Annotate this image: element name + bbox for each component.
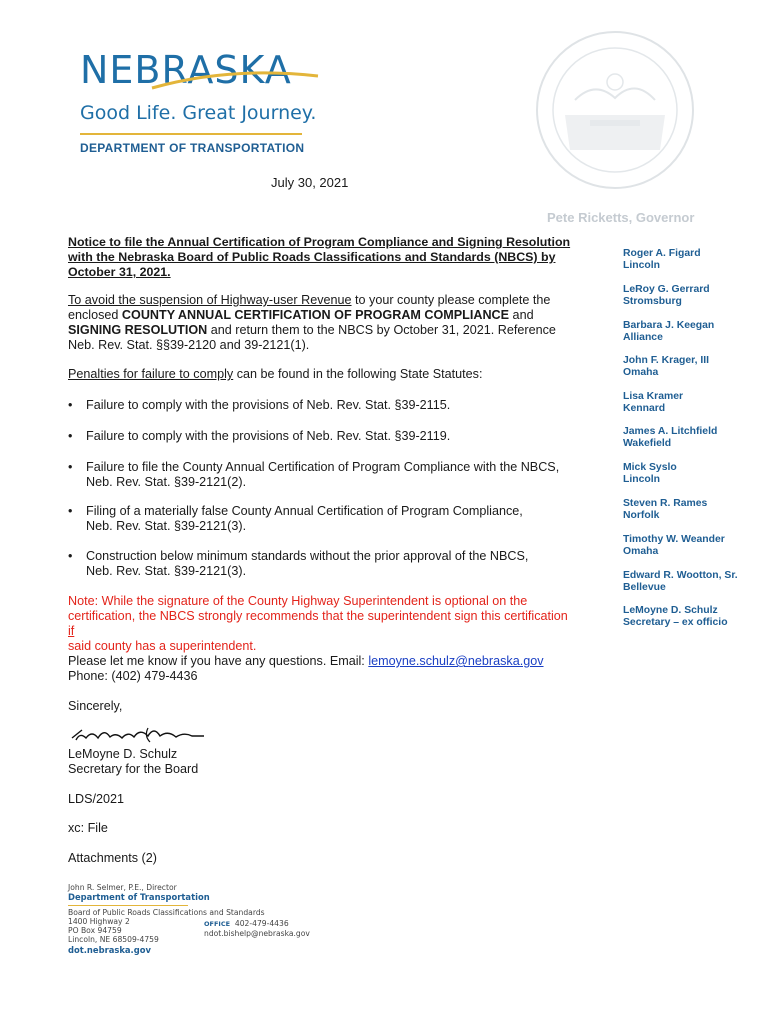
footer-director: John R. Selmer, P.E., Director xyxy=(68,883,177,892)
notice-line: October 31, 2021. xyxy=(68,265,171,279)
list-item: • Construction below minimum standards without the prior approval of the NBCS, Neb. Rev. Stat. §39-2121(3). xyxy=(68,549,529,578)
list-item: • Failure to comply with the provisions of Neb. Rev. Stat. §39-2115. xyxy=(68,398,451,412)
board-member: Lisa Kramer Kennard xyxy=(623,391,684,414)
footer-website-link[interactable]: dot.nebraska.gov xyxy=(68,945,151,955)
underlined-phrase: To avoid the suspension of Highway-user Revenue xyxy=(68,293,352,307)
footer-board: Board of Public Roads Classifications and Standards xyxy=(68,908,265,917)
board-member: Mick Syslo Lincoln xyxy=(623,462,677,485)
board-member: James A. Litchfield Wakefield xyxy=(623,426,718,449)
board-member: Steven R. Rames Norfolk xyxy=(623,498,708,521)
board-member: LeMoyne D. Schulz Secretary – ex officio xyxy=(623,605,728,628)
state-logo-wordmark: NEBRASKA xyxy=(80,48,292,92)
bullet-icon: • xyxy=(68,460,73,474)
notice-heading xyxy=(68,235,580,280)
footer-divider xyxy=(68,905,188,906)
gold-divider xyxy=(80,133,302,135)
department-name: DEPARTMENT OF TRANSPORTATION xyxy=(80,141,305,155)
letter-date: July 30, 2021 xyxy=(271,175,349,190)
reference-initials: LDS/2021 xyxy=(68,792,125,806)
footer-office: OFFICE 402-479-4436 ndot.bishelp@nebraska.gov xyxy=(204,919,310,938)
bullet-icon: • xyxy=(68,429,73,443)
board-member: Edward R. Wootton, Sr. Bellevue xyxy=(623,570,738,593)
board-member: Roger A. Figard Lincoln xyxy=(623,248,701,271)
contact-info: Please let me know if you have any questions. Email: lemoyne.schulz@nebraska.gov Phone: (402) 479-4436 xyxy=(68,654,568,684)
footer-email: ndot.bishelp@nebraska.gov xyxy=(204,929,310,938)
signature-image xyxy=(68,722,208,748)
board-member: John F. Krager, III Omaha xyxy=(623,355,710,378)
state-seal-icon xyxy=(535,20,695,205)
notice-line: with the Nebraska Board of Public Roads Classifications and Standards (NBCS) by xyxy=(68,250,556,264)
closing: Sincerely, xyxy=(68,699,123,713)
phone-number: Phone: (402) 479-4436 xyxy=(68,669,198,683)
signer-block xyxy=(68,747,568,777)
bullet-icon: • xyxy=(68,398,73,412)
attachments-line: Attachments (2) xyxy=(68,851,157,865)
bullet-icon: • xyxy=(68,549,73,563)
superintendent-note: Note: While the signature of the County Highway Superintendent is optional on the certification, the NBCS strongly recommends that the superintendent sign this certification if said county has a superintendent. xyxy=(68,594,568,653)
paragraph-instructions: To avoid the suspension of Highway-user Revenue to your county please complete the enclosed COUNTY ANNUAL CERTIFICATION OF PROGRAM COMPLIANCE and SIGNING RESOLUTION and return them to the NBCS by October 31, 2021. Reference Neb. Rev. Stat. §§39-2120 and 39-2121(1). xyxy=(68,293,556,352)
email-link[interactable]: lemoyne.schulz@nebraska.gov xyxy=(368,654,544,668)
governor-name: Pete Ricketts, Governor xyxy=(547,210,695,225)
list-item: • Filing of a materially false County Annual Certification of Program Compliance, Neb. Rev. Stat. §39-2121(3). xyxy=(68,504,523,533)
board-member: Timothy W. Weander Omaha xyxy=(623,534,725,557)
cc-line: xc: File xyxy=(68,821,108,835)
logo-swoosh-icon xyxy=(150,64,320,94)
footer-department: Department of Transportation xyxy=(68,892,210,902)
notice-line: Notice to file the Annual Certification of Program Compliance and Signing Resolution xyxy=(68,235,571,249)
tagline: Good Life. Great Journey. xyxy=(80,102,317,124)
bullet-icon: • xyxy=(68,504,73,518)
list-item: • Failure to comply with the provisions of Neb. Rev. Stat. §39-2119. xyxy=(68,429,451,443)
board-member: Barbara J. Keegan Alliance xyxy=(623,320,715,343)
signer-name: LeMoyne D. Schulz xyxy=(68,747,178,761)
paragraph-penalties: Penalties for failure to comply can be found in the following State Statutes: xyxy=(68,367,483,381)
footer-address: 1400 Highway 2 PO Box 94759 Lincoln, NE 68509-4759 xyxy=(68,917,159,944)
board-member: LeRoy G. Gerrard Stromsburg xyxy=(623,284,710,307)
list-item: • Failure to file the County Annual Certification of Program Compliance with the NBCS, Neb. Rev. Stat. §39-2121(2). xyxy=(68,460,560,489)
signer-title: Secretary for the Board xyxy=(68,762,199,776)
